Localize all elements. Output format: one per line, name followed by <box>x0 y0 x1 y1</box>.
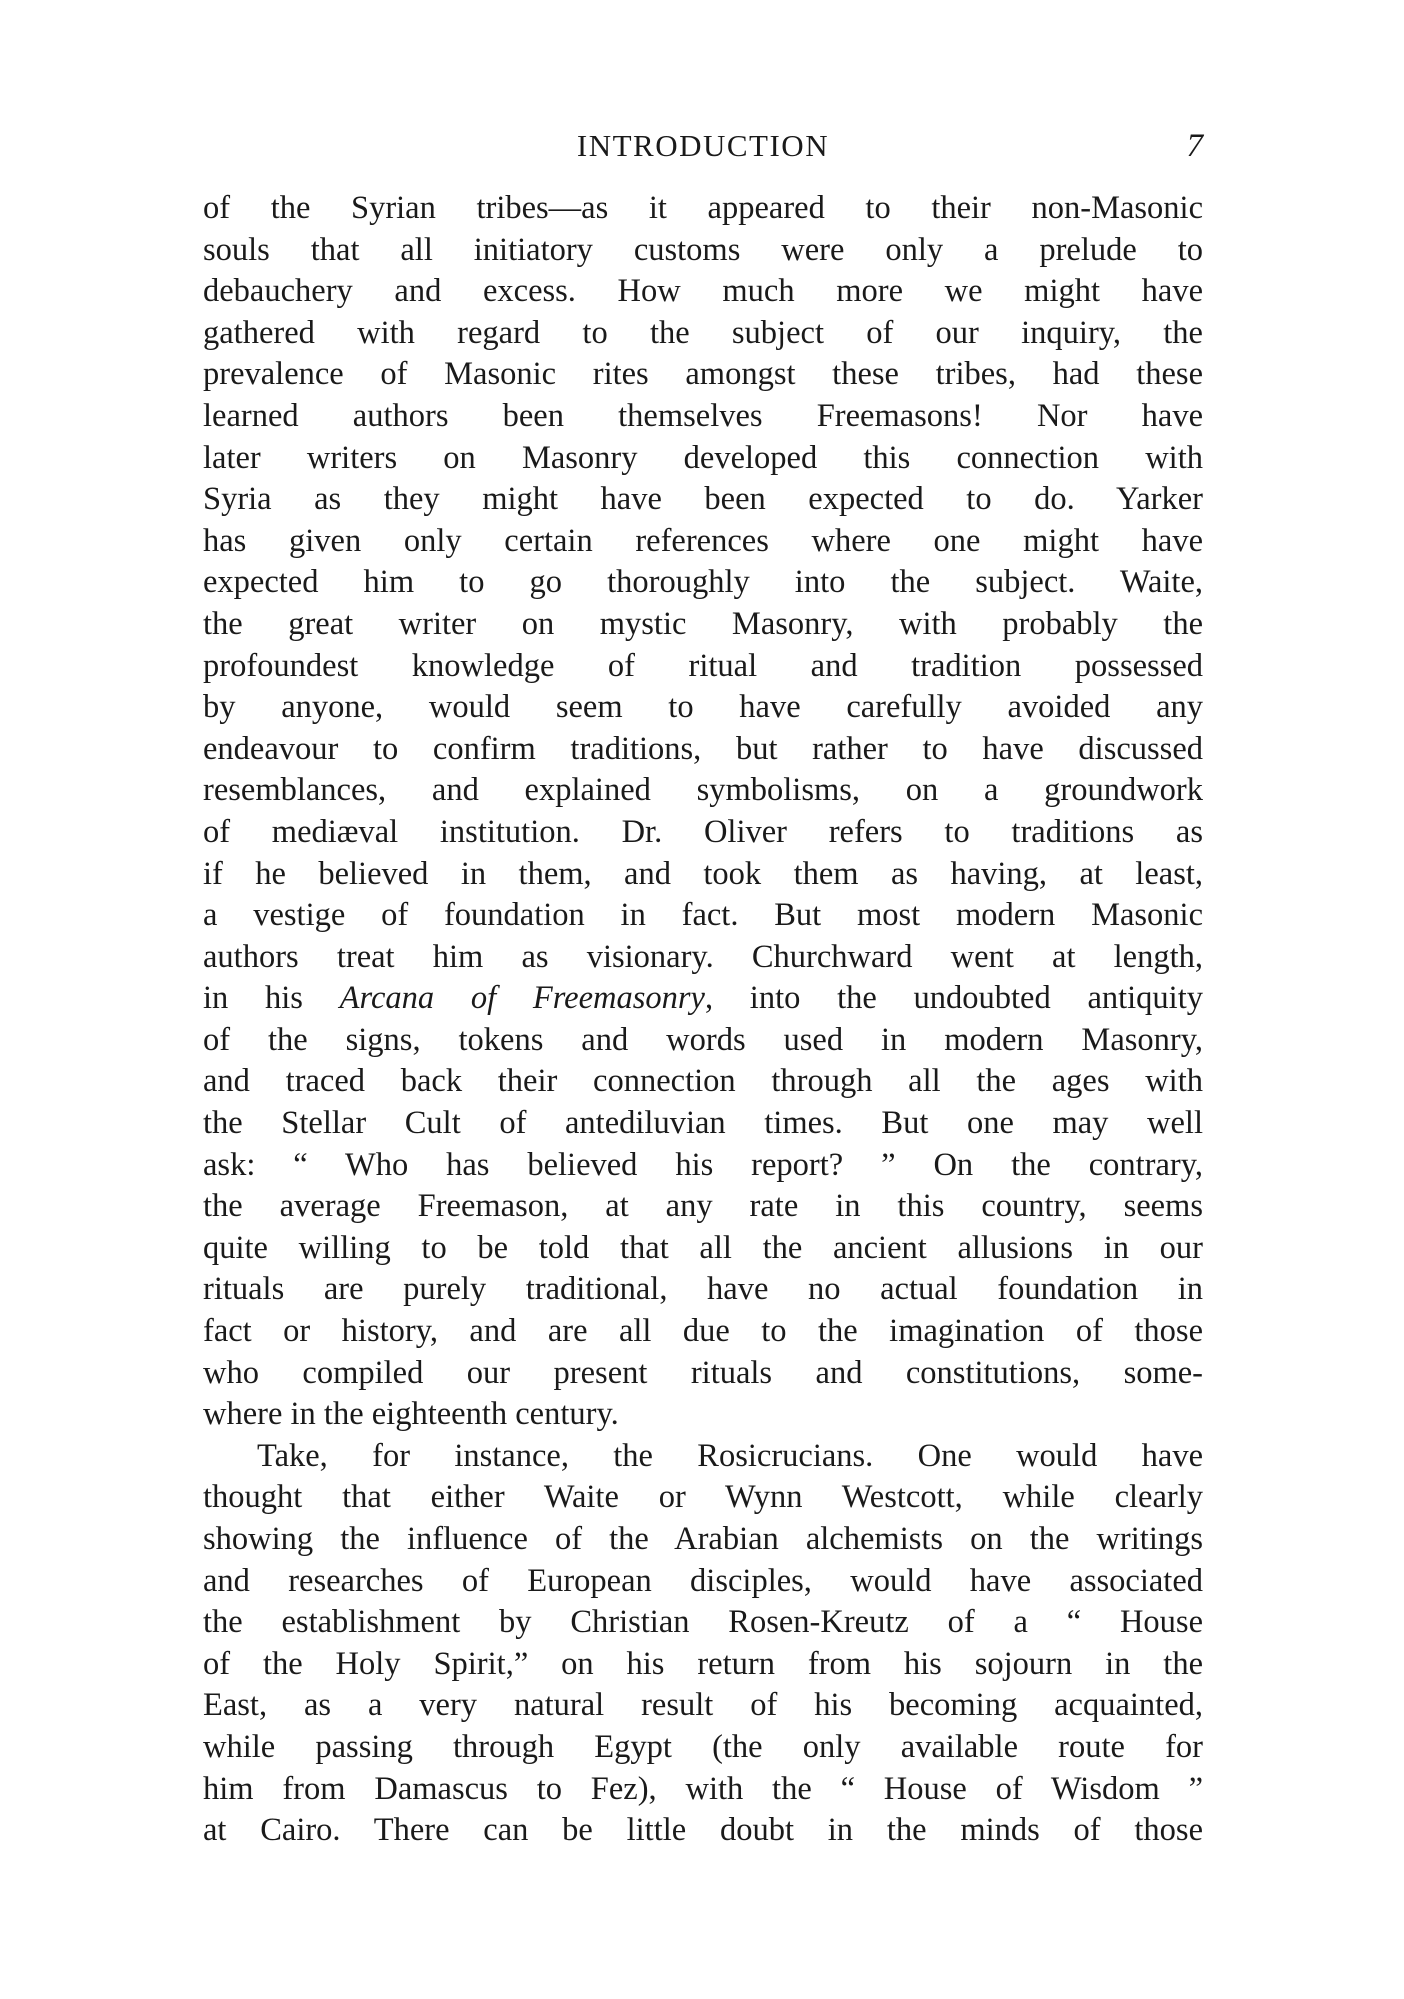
text-line: by anyone, would seem to have carefully avoided any <box>203 689 1203 726</box>
text-line: who compiled our present rituals and constitutions, some- <box>203 1354 1203 1391</box>
text-line: where in the eighteenth century. <box>203 1396 619 1433</box>
text-line: him from Damascus to Fez), with the “ House of Wisdom ” <box>203 1770 1203 1807</box>
text-line: a vestige of foundation in fact. But most modern Masonic <box>203 897 1203 934</box>
text-line: quite willing to be told that all the ancient allusions in our <box>203 1229 1203 1266</box>
text-segment: in his <box>203 980 340 1017</box>
text-line: East, as a very natural result of his becoming acquainted, <box>203 1687 1203 1724</box>
text-line: and traced back their connection through all the ages with <box>203 1063 1203 1100</box>
text-line: the great writer on mystic Masonry, with probably the <box>203 605 1203 642</box>
text-line: gathered with regard to the subject of our inquiry, the <box>203 314 1203 351</box>
paragraph-first-line: Take, for instance, the Rosicrucians. One would have <box>257 1437 1203 1474</box>
text-line: of the Syrian tribes—as it appeared to their non-Masonic <box>203 190 1203 226</box>
text-line: while passing through Egypt (the only available route for <box>203 1728 1203 1765</box>
text-line: if he believed in them, and took them as having, at least, <box>203 855 1203 892</box>
text-line: souls that all initiatory customs were only a prelude to <box>203 231 1203 268</box>
text-line: fact or history, and are all due to the imagination of those <box>203 1313 1203 1350</box>
text-segment: , into the undoubted antiquity <box>704 980 1203 1017</box>
text-line: ask: “ Who has believed his report? ” On the contrary, <box>203 1146 1203 1183</box>
text-line: endeavour to confirm traditions, but rather to have discussed <box>203 730 1203 767</box>
page-number: 7 <box>1186 128 1203 164</box>
text-line: later writers on Masonry developed this connection with <box>203 439 1203 476</box>
text-line: prevalence of Masonic rites amongst these tribes, had these <box>203 356 1203 393</box>
text-line: expected him to go thoroughly into the subject. Waite, <box>203 564 1203 601</box>
text-line: Syria as they might have been expected to do. Yarker <box>203 481 1203 518</box>
text-line: of mediæval institution. Dr. Oliver refers to traditions as <box>203 813 1203 850</box>
text-line: showing the influence of the Arabian alchemists on the writings <box>203 1521 1203 1557</box>
text-line: of the Holy Spirit,” on his return from his sojourn in the <box>203 1645 1203 1682</box>
body-text <box>203 188 1203 1852</box>
text-line-with-book-title <box>203 978 1203 1020</box>
text-line: at Cairo. There can be little doubt in the minds of those <box>203 1812 1203 1849</box>
book-title: Arcana of Freemasonry <box>339 980 705 1017</box>
text-line: and researches of European disciples, would have associated <box>203 1562 1203 1599</box>
text-line: resemblances, and explained symbolisms, on a groundwork <box>203 772 1203 809</box>
text-line: thought that either Waite or Wynn Westcott, while clearly <box>203 1479 1203 1516</box>
text-line: the average Freemason, at any rate in this country, seems <box>203 1188 1203 1225</box>
text-line: debauchery and excess. How much more we might have <box>203 273 1203 310</box>
text-line: profoundest knowledge of ritual and tradition possessed <box>203 647 1203 684</box>
text-line: has given only certain references where one might have <box>203 522 1203 559</box>
chapter-title: INTRODUCTION <box>576 128 830 163</box>
text-line: the establishment by Christian Rosen-Kreutz of a “ House <box>203 1604 1203 1641</box>
text-line: the Stellar Cult of antediluvian times. But one may well <box>203 1105 1203 1142</box>
text-line: of the signs, tokens and words used in modern Masonry, <box>203 1021 1203 1058</box>
text-line: rituals are purely traditional, have no actual foundation in <box>203 1271 1203 1308</box>
text-line: authors treat him as visionary. Churchward went at length, <box>203 938 1203 975</box>
running-head <box>203 122 1203 170</box>
text-line: learned authors been themselves Freemasons! Nor have <box>203 397 1203 434</box>
